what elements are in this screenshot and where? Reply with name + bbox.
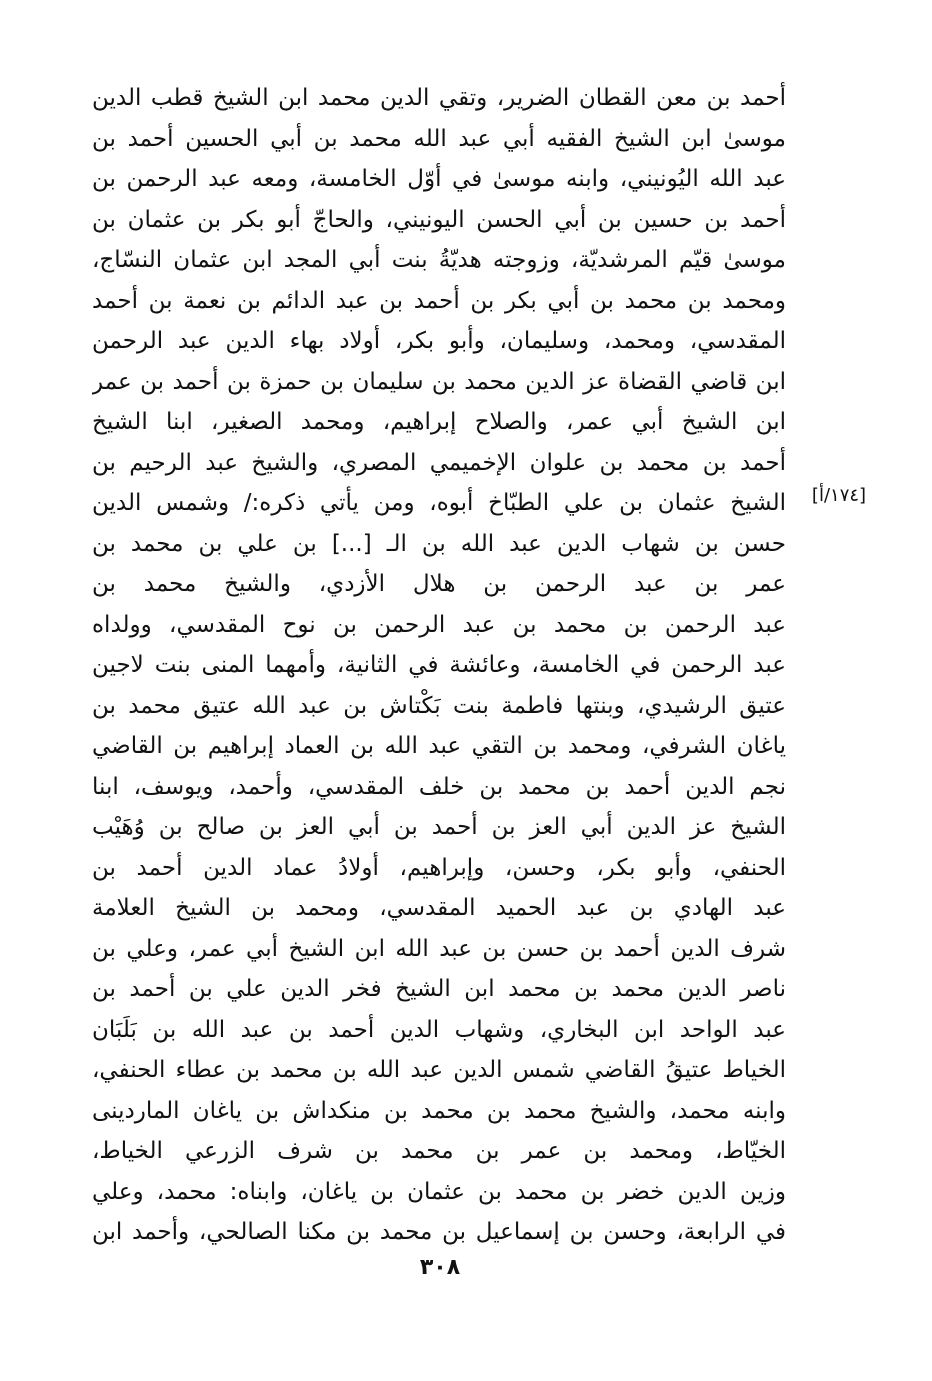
text-line: ناصر الدين محمد بن محمد ابن الشيخ فخر الدين علي بن أحمد بن [92, 976, 786, 1002]
text-line: الخياط عتيقُ القاضي شمس الدين عبد الله بن محمد بن عطاء الحنفي، [92, 1057, 786, 1083]
text-line: الخيّاط، ومحمد بن عمر بن محمد بن شرف الزرعي الخياط، [92, 1138, 786, 1164]
text-line: المقدسي، ومحمد، وسليمان، وأبو بكر، أولاد بهاء الدين عبد الرحمن [92, 328, 786, 354]
text-line: شرف الدين أحمد بن حسن بن عبد الله ابن الشيخ أبي عمر، وعلي بن [92, 935, 786, 962]
text-line: أحمد بن محمد بن علوان الإخميمي المصري، والشيخ عبد الرحيم بن [92, 449, 786, 476]
text-line: الشيخ عز الدين أبي العز بن أحمد بن أبي العز بن صالح بن وُهَيْب [92, 814, 786, 840]
text-line: أحمد بن معن القطان الضرير، وتقي الدين محمد ابن الشيخ قطب الدين [92, 85, 786, 111]
manuscript-folio-reference: [١٧٤/أ] [811, 485, 867, 506]
text-line: موسىٰ قيّم المرشديّة، وزوجته هديّةُ بنت أبي المجد ابن عثمان النسّاج، [92, 247, 786, 273]
text-line: الحنفي، وأبو بكر، وحسن، وإبراهيم، أولادُ عماد الدين أحمد بن [92, 854, 786, 881]
text-line: نجم الدين أحمد بن محمد بن خلف المقدسي، وأحمد، ويوسف، ابنا [92, 773, 786, 800]
text-line: عبد الرحمن بن محمد بن عبد الرحمن بن نوح المقدسي، وولداه [92, 611, 786, 638]
text-line: عبد الله اليُونيني، وابنه موسىٰ في أوّل الخامسة، ومعه عبد الرحمن بن [92, 166, 786, 192]
text-line: ومحمد بن محمد بن أبي بكر بن أحمد بن عبد الدائم بن نعمة بن أحمد [92, 287, 786, 314]
text-line: عبد الرحمن في الخامسة، وعائشة في الثانية، وأمهما المنى بنت لاجين [92, 652, 786, 678]
text-line: في الرابعة، وحسن بن إسماعيل بن محمد بن مكنا الصالحي، وأحمد ابن [92, 1219, 786, 1245]
text-line: الشيخ عثمان بن علي الطبّاخ أبوه، ومن يأتي ذكره:/ وشمس الدين [92, 490, 786, 516]
text-line: موسىٰ ابن الشيخ الفقيه أبي عبد الله محمد بن أبي الحسين أحمد بن [92, 125, 786, 152]
text-line: عمر بن عبد الرحمن بن هلال الأزدي، والشيخ محمد بن [92, 571, 786, 597]
text-line: وابنه محمد، والشيخ محمد بن محمد بن منكداش بن ياغان الماردينى [92, 1097, 786, 1124]
text-line: وزين الدين خضر بن محمد بن عثمان بن ياغان، وابناه: محمد، وعلي [92, 1178, 786, 1205]
page-number: ٣٠٨ [419, 1255, 461, 1280]
main-text-block [92, 78, 786, 1253]
text-line: حسن بن شهاب الدين عبد الله بن الـ [...] بن علي بن محمد بن [92, 530, 786, 557]
text-line: عبد الهادي بن عبد الحميد المقدسي، ومحمد بن الشيخ العلامة [92, 895, 786, 921]
text-line: ابن الشيخ أبي عمر، والصلاح إبراهيم، ومحمد الصغير، ابنا الشيخ [92, 409, 786, 435]
text-line: ابن قاضي القضاة عز الدين محمد بن سليمان بن حمزة بن أحمد بن عمر [92, 368, 786, 395]
text-line: عتيق الرشيدي، وبنتها فاطمة بنت بَكْتاش بن عبد الله عتيق محمد بن [92, 692, 786, 719]
text-line: ياغان الشرفي، ومحمد بن التقي عبد الله بن العماد إبراهيم بن القاضي [92, 733, 786, 759]
text-line: أحمد بن حسين بن أبي الحسن اليونيني، والحاجّ أبو بكر بن عثمان بن [92, 206, 786, 233]
text-line: عبد الواحد ابن البخاري، وشهاب الدين أحمد بن عبد الله بن بَلَبَان [92, 1016, 786, 1043]
